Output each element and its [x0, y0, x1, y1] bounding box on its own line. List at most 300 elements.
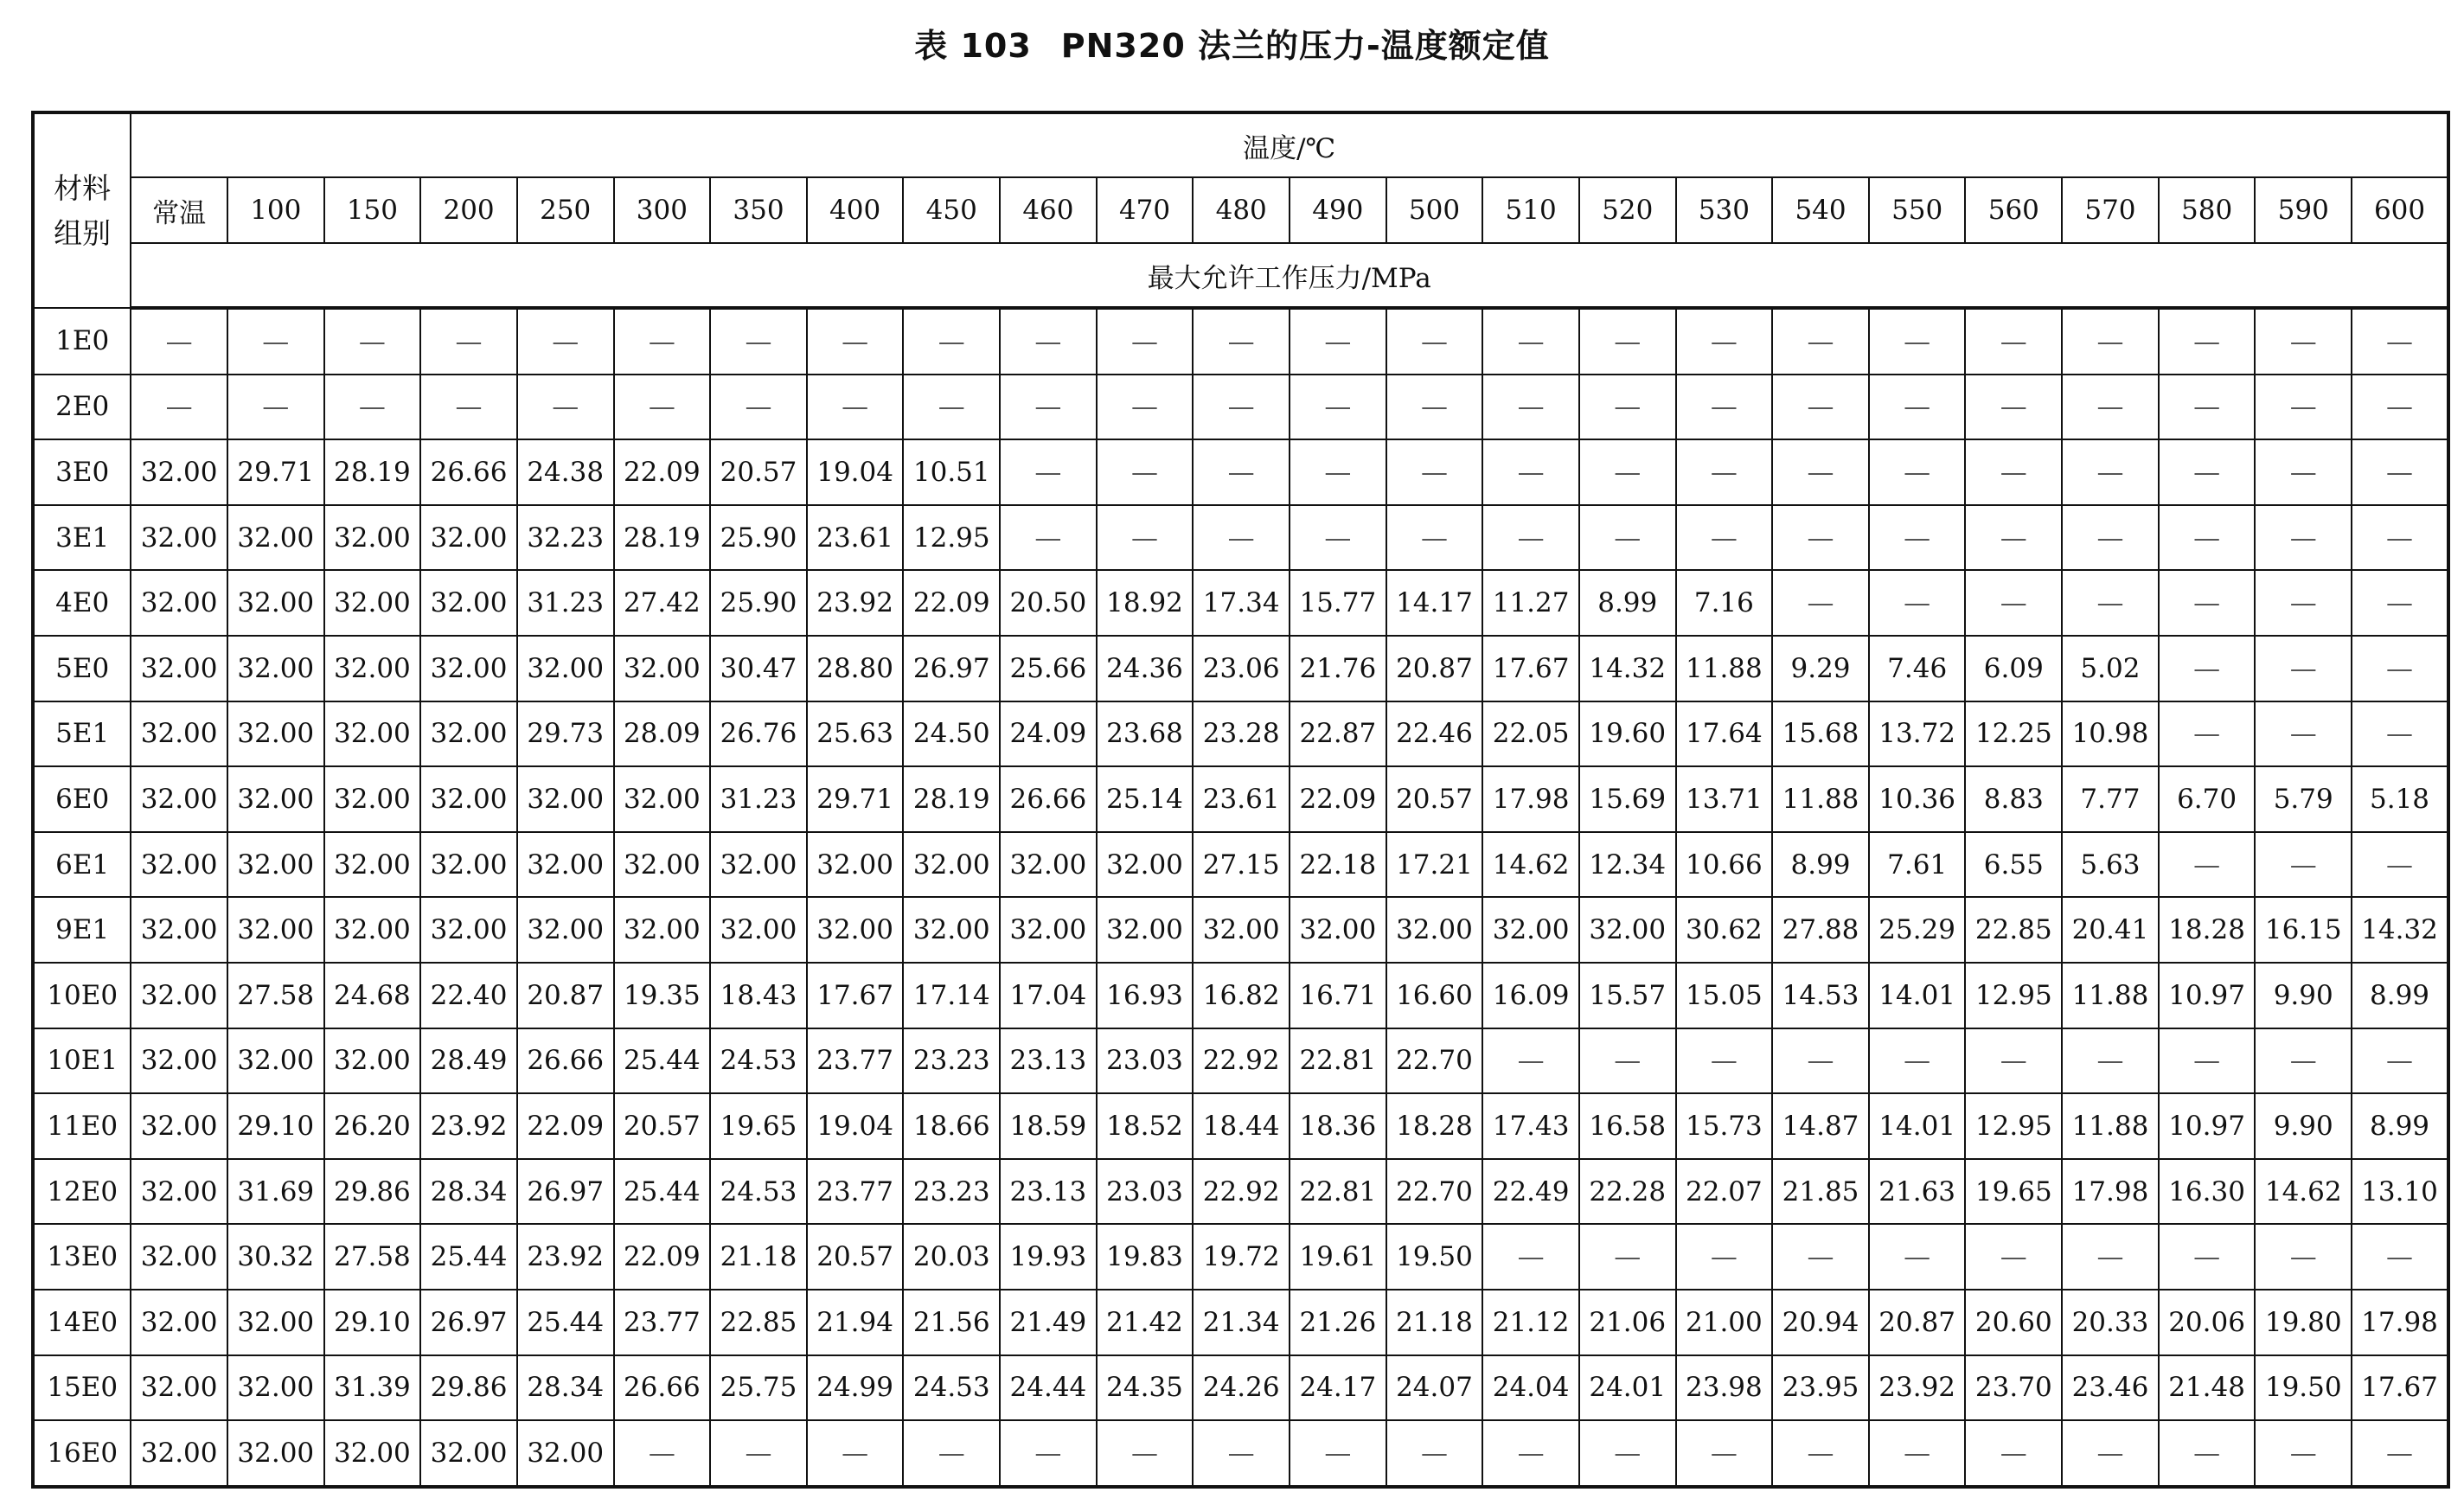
pressure-cell: 32.00: [324, 897, 421, 963]
pressure-cell: 12.95: [1965, 1093, 2062, 1159]
pressure-cell: 15.77: [1290, 570, 1386, 636]
pressure-cell: 27.58: [227, 963, 324, 1028]
pressure-cell: 21.42: [1097, 1290, 1194, 1355]
pressure-cell: 14.17: [1386, 570, 1483, 636]
pressure-cell: 20.57: [1386, 766, 1483, 832]
pressure-cell: —: [2062, 308, 2159, 375]
pressure-cell: —: [1482, 375, 1579, 440]
pressure-cell: 32.00: [1290, 897, 1386, 963]
pressure-cell: 17.43: [1482, 1093, 1579, 1159]
pressure-cell: 32.00: [227, 636, 324, 701]
pressure-cell: —: [227, 375, 324, 440]
pressure-cell: 28.19: [614, 505, 711, 571]
pressure-cell: 24.07: [1386, 1355, 1483, 1421]
pressure-cell: 28.19: [903, 766, 1000, 832]
pressure-cell: 32.00: [420, 570, 517, 636]
pressure-cell: 19.04: [807, 439, 904, 505]
pressure-cell: —: [2255, 1224, 2352, 1290]
pressure-cell: 23.95: [1772, 1355, 1869, 1421]
pressure-cell: —: [1869, 375, 1966, 440]
pressure-cell: —: [2159, 701, 2256, 767]
pressure-cell: —: [2062, 1028, 2159, 1094]
pressure-cell: —: [2352, 636, 2448, 701]
temperature-cell: 510: [1482, 177, 1579, 243]
pressure-cell: 17.67: [2352, 1355, 2448, 1421]
pressure-cell: 32.00: [227, 505, 324, 571]
pressure-cell: 17.14: [903, 963, 1000, 1028]
pressure-cell: —: [807, 1420, 904, 1487]
pressure-cell: —: [1482, 1224, 1579, 1290]
pressure-cell: 28.34: [517, 1355, 614, 1421]
pressure-cell: 25.90: [710, 570, 807, 636]
pressure-cell: 31.23: [710, 766, 807, 832]
pressure-cell: 32.00: [420, 766, 517, 832]
pressure-cell: —: [1290, 308, 1386, 375]
pressure-cell: 19.61: [1290, 1224, 1386, 1290]
pressure-cell: —: [710, 375, 807, 440]
pressure-cell: —: [2159, 439, 2256, 505]
pressure-cell: 25.44: [517, 1290, 614, 1355]
table-row: [33, 1224, 2448, 1290]
pressure-cell: 32.00: [420, 505, 517, 571]
pressure-cell: 22.09: [903, 570, 1000, 636]
pressure-cell: 20.03: [903, 1224, 1000, 1290]
pressure-cell: 16.82: [1193, 963, 1290, 1028]
pressure-cell: —: [1676, 1420, 1773, 1487]
pressure-cell: —: [2159, 308, 2256, 375]
pressure-cell: —: [517, 375, 614, 440]
pressure-cell: 23.28: [1193, 701, 1290, 767]
pressure-cell: —: [1676, 1028, 1773, 1094]
pressure-cell: —: [2352, 570, 2448, 636]
pressure-cell: 25.90: [710, 505, 807, 571]
pressure-cell: —: [1386, 375, 1483, 440]
pressure-cell: 6.09: [1965, 636, 2062, 701]
material-group-cell: 9E1: [33, 897, 131, 963]
temperature-cell: 600: [2352, 177, 2448, 243]
pressure-cell: —: [1097, 439, 1194, 505]
pressure-cell: —: [903, 308, 1000, 375]
pressure-cell: 26.97: [420, 1290, 517, 1355]
pressure-cell: 21.34: [1193, 1290, 1290, 1355]
pressure-cell: 32.00: [614, 832, 711, 898]
pressure-cell: 26.97: [517, 1159, 614, 1225]
pressure-cell: —: [1290, 439, 1386, 505]
pressure-cell: —: [420, 375, 517, 440]
pressure-cell: 5.79: [2255, 766, 2352, 832]
table-row: [33, 308, 2448, 375]
pressure-cell: 6.55: [1965, 832, 2062, 898]
pressure-cell: 21.49: [1000, 1290, 1097, 1355]
pressure-cell: 19.80: [2255, 1290, 2352, 1355]
pressure-cell: —: [1000, 1420, 1097, 1487]
pressure-cell: 20.87: [517, 963, 614, 1028]
pressure-cell: 20.87: [1869, 1290, 1966, 1355]
pressure-cell: 20.94: [1772, 1290, 1869, 1355]
pressure-cell: 17.98: [1482, 766, 1579, 832]
pressure-cell: 15.57: [1579, 963, 1676, 1028]
pressure-cell: —: [1579, 1028, 1676, 1094]
pressure-cell: 32.00: [324, 766, 421, 832]
pressure-cell: 32.00: [1386, 897, 1483, 963]
pressure-cell: —: [2062, 505, 2159, 571]
pressure-cell: —: [324, 308, 421, 375]
temperature-cell: 300: [614, 177, 711, 243]
pressure-cell: 32.00: [517, 832, 614, 898]
temperature-cell: 460: [1000, 177, 1097, 243]
pressure-cell: 23.61: [807, 505, 904, 571]
pressure-cell: 22.05: [1482, 701, 1579, 767]
pressure-cell: 32.00: [131, 505, 227, 571]
pressure-cell: —: [2352, 1420, 2448, 1487]
pressure-cell: 32.23: [517, 505, 614, 571]
pressure-cell: 21.26: [1290, 1290, 1386, 1355]
pressure-cell: 23.06: [1193, 636, 1290, 701]
material-group-label-line: 材料: [54, 170, 112, 205]
pressure-cell: —: [1579, 308, 1676, 375]
pressure-cell: 24.53: [710, 1028, 807, 1094]
pressure-cell: 14.32: [1579, 636, 1676, 701]
pressure-cell: 32.00: [1097, 897, 1194, 963]
pressure-cell: 32.00: [1000, 897, 1097, 963]
pressure-cell: 12.95: [1965, 963, 2062, 1028]
pressure-cell: 14.01: [1869, 1093, 1966, 1159]
temperature-cell: 250: [517, 177, 614, 243]
pressure-cell: —: [2159, 1420, 2256, 1487]
pressure-cell: 31.39: [324, 1355, 421, 1421]
pressure-cell: 10.97: [2159, 1093, 2256, 1159]
pressure-cell: —: [1000, 505, 1097, 571]
pressure-cell: —: [1482, 1420, 1579, 1487]
pressure-cell: 32.00: [131, 439, 227, 505]
pressure-cell: 32.00: [1482, 897, 1579, 963]
pressure-cell: —: [2255, 1028, 2352, 1094]
pressure-cell: 26.66: [420, 439, 517, 505]
pressure-cell: 32.00: [324, 505, 421, 571]
pressure-cell: 13.72: [1869, 701, 1966, 767]
pressure-cell: —: [807, 375, 904, 440]
pressure-cell: 16.30: [2159, 1159, 2256, 1225]
pressure-cell: 19.65: [710, 1093, 807, 1159]
pressure-cell: 24.44: [1000, 1355, 1097, 1421]
pressure-cell: —: [2352, 701, 2448, 767]
pressure-cell: —: [2352, 375, 2448, 440]
table-row: [33, 1093, 2448, 1159]
pressure-cell: —: [1869, 1224, 1966, 1290]
pressure-cell: —: [1193, 1420, 1290, 1487]
pressure-cell: 17.67: [807, 963, 904, 1028]
pressure-cell: —: [2255, 1420, 2352, 1487]
pressure-cell: 21.00: [1676, 1290, 1773, 1355]
pressure-cell: 24.68: [324, 963, 421, 1028]
pressure-cell: 32.00: [131, 636, 227, 701]
pressure-cell: 32.00: [1193, 897, 1290, 963]
pressure-cell: —: [1193, 505, 1290, 571]
pressure-cell: —: [1869, 308, 1966, 375]
pressure-cell: —: [1676, 1224, 1773, 1290]
pressure-cell: 29.71: [227, 439, 324, 505]
pressure-cell: —: [1097, 505, 1194, 571]
pressure-cell: —: [2255, 505, 2352, 571]
pressure-cell: 13.71: [1676, 766, 1773, 832]
pressure-cell: 19.35: [614, 963, 711, 1028]
pressure-cell: 28.49: [420, 1028, 517, 1094]
pressure-cell: 32.00: [227, 897, 324, 963]
pressure-cell: —: [2159, 1028, 2256, 1094]
pressure-cell: —: [1000, 439, 1097, 505]
temperature-cell: 530: [1676, 177, 1773, 243]
pressure-cell: —: [1676, 375, 1773, 440]
material-group-cell: 6E0: [33, 766, 131, 832]
pressure-cell: —: [2159, 375, 2256, 440]
pressure-cell: 28.80: [807, 636, 904, 701]
pressure-cell: 18.59: [1000, 1093, 1097, 1159]
pressure-cell: 24.99: [807, 1355, 904, 1421]
table-row: [33, 963, 2448, 1028]
table-row: [33, 701, 2448, 767]
pressure-cell: 25.75: [710, 1355, 807, 1421]
table-row: [33, 766, 2448, 832]
pressure-cell: —: [2062, 570, 2159, 636]
pressure-cell: 7.46: [1869, 636, 1966, 701]
pressure-cell: 32.00: [324, 1028, 421, 1094]
table-row: [33, 1159, 2448, 1225]
pressure-cell: 23.61: [1193, 766, 1290, 832]
pressure-cell: 32.00: [227, 832, 324, 898]
pressure-cell: 5.18: [2352, 766, 2448, 832]
pressure-cell: 32.00: [807, 832, 904, 898]
pressure-cell: 32.00: [227, 570, 324, 636]
pressure-cell: —: [1869, 1420, 1966, 1487]
pressure-cell: —: [614, 375, 711, 440]
pressure-cell: —: [1193, 308, 1290, 375]
pressure-cell: 25.44: [420, 1224, 517, 1290]
pressure-cell: —: [1290, 505, 1386, 571]
table-row: [33, 636, 2448, 701]
pressure-cell: 32.00: [420, 636, 517, 701]
pressure-cell: 21.48: [2159, 1355, 2256, 1421]
pressure-cell: 18.66: [903, 1093, 1000, 1159]
material-group-cell: 11E0: [33, 1093, 131, 1159]
pressure-cell: 22.92: [1193, 1028, 1290, 1094]
temperature-cell: 570: [2062, 177, 2159, 243]
pressure-cell: —: [614, 308, 711, 375]
pressure-cell: 23.68: [1097, 701, 1194, 767]
pressure-cell: 24.36: [1097, 636, 1194, 701]
pressure-cell: 20.57: [614, 1093, 711, 1159]
pressure-cell: 27.58: [324, 1224, 421, 1290]
material-group-cell: 5E1: [33, 701, 131, 767]
pressure-cell: —: [614, 1420, 711, 1487]
pressure-cell: —: [1772, 375, 1869, 440]
pressure-cell: —: [1579, 439, 1676, 505]
table-row: [33, 832, 2448, 898]
pressure-cell: —: [710, 308, 807, 375]
pressure-cell: 18.92: [1097, 570, 1194, 636]
material-group-header: [33, 112, 131, 308]
pressure-cell: 32.00: [227, 766, 324, 832]
pressure-cell: —: [2255, 636, 2352, 701]
pressure-cell: —: [1772, 1028, 1869, 1094]
pressure-cell: 9.29: [1772, 636, 1869, 701]
pressure-cell: 32.00: [131, 766, 227, 832]
pressure-cell: 30.62: [1676, 897, 1773, 963]
pressure-cell: —: [1965, 375, 2062, 440]
temperature-cell: 100: [227, 177, 324, 243]
pressure-cell: 26.97: [903, 636, 1000, 701]
pressure-cell: 27.88: [1772, 897, 1869, 963]
pressure-cell: 22.09: [1290, 766, 1386, 832]
pressure-cell: —: [2255, 439, 2352, 505]
pressure-cell: 14.53: [1772, 963, 1869, 1028]
pressure-cell: —: [2159, 1224, 2256, 1290]
pressure-cell: 8.99: [2352, 1093, 2448, 1159]
pressure-cell: —: [324, 375, 421, 440]
temperature-cell: 470: [1097, 177, 1194, 243]
pressure-cell: 17.98: [2352, 1290, 2448, 1355]
pressure-cell: —: [1965, 308, 2062, 375]
pressure-cell: 5.02: [2062, 636, 2159, 701]
pressure-cell: 32.00: [614, 766, 711, 832]
pressure-cell: 32.00: [227, 701, 324, 767]
temperature-row: [33, 177, 2448, 243]
pressure-cell: 28.09: [614, 701, 711, 767]
pressure-cell: 29.71: [807, 766, 904, 832]
pressure-cell: 32.00: [324, 636, 421, 701]
pressure-cell: 23.77: [614, 1290, 711, 1355]
pressure-cell: —: [1965, 1420, 2062, 1487]
pressure-cell: 10.51: [903, 439, 1000, 505]
pressure-cell: —: [2352, 1028, 2448, 1094]
table-title: [0, 19, 2464, 67]
pressure-cell: 19.93: [1000, 1224, 1097, 1290]
pressure-cell: 29.86: [324, 1159, 421, 1225]
pressure-cell: 24.26: [1193, 1355, 1290, 1421]
pressure-cell: —: [1193, 375, 1290, 440]
pressure-cell: 8.99: [2352, 963, 2448, 1028]
pressure-cell: 32.00: [131, 832, 227, 898]
material-group-cell: 4E0: [33, 570, 131, 636]
pressure-cell: 24.35: [1097, 1355, 1194, 1421]
pressure-cell: 23.13: [1000, 1028, 1097, 1094]
pressure-cell: —: [1482, 505, 1579, 571]
pressure-cell: —: [2255, 375, 2352, 440]
pressure-cell: —: [1482, 1028, 1579, 1094]
pressure-cell: 21.76: [1290, 636, 1386, 701]
pressure-cell: 29.73: [517, 701, 614, 767]
pressure-cell: —: [2255, 308, 2352, 375]
pressure-cell: —: [2159, 570, 2256, 636]
pressure-cell: 32.00: [131, 570, 227, 636]
pressure-cell: 23.92: [807, 570, 904, 636]
pressure-cell: —: [2159, 505, 2256, 571]
pressure-cell: 24.53: [710, 1159, 807, 1225]
pressure-cell: 24.50: [903, 701, 1000, 767]
pressure-cell: —: [1579, 505, 1676, 571]
temperature-cell: 550: [1869, 177, 1966, 243]
pressure-cell: —: [903, 375, 1000, 440]
pressure-cell: —: [1772, 505, 1869, 571]
pressure-cell: 18.28: [1386, 1093, 1483, 1159]
pressure-cell: 32.00: [614, 897, 711, 963]
pressure-cell: 32.00: [517, 636, 614, 701]
pressure-cell: —: [420, 308, 517, 375]
pressure-cell: 22.49: [1482, 1159, 1579, 1225]
pressure-cell: 32.00: [131, 1224, 227, 1290]
pressure-cell: —: [1772, 1420, 1869, 1487]
material-group-cell: 10E1: [33, 1028, 131, 1094]
pressure-cell: 32.00: [131, 1159, 227, 1225]
pressure-cell: 21.94: [807, 1290, 904, 1355]
pressure-cell: 23.77: [807, 1028, 904, 1094]
material-group-cell: 3E0: [33, 439, 131, 505]
pressure-cell: —: [1965, 1028, 2062, 1094]
pressure-cell: 7.77: [2062, 766, 2159, 832]
pressure-cell: 25.14: [1097, 766, 1194, 832]
pressure-cell: 20.57: [807, 1224, 904, 1290]
pressure-cell: 22.70: [1386, 1159, 1483, 1225]
pressure-cell: 21.63: [1869, 1159, 1966, 1225]
pressure-cell: 22.85: [710, 1290, 807, 1355]
pressure-cell: —: [1097, 1420, 1194, 1487]
pressure-cell: 19.50: [1386, 1224, 1483, 1290]
pressure-cell: —: [1772, 570, 1869, 636]
pressure-cell: 14.62: [1482, 832, 1579, 898]
pressure-cell: 24.04: [1482, 1355, 1579, 1421]
pressure-cell: 23.23: [903, 1028, 1000, 1094]
pressure-cell: —: [2062, 1420, 2159, 1487]
table-row: [33, 439, 2448, 505]
table-row: [33, 1420, 2448, 1487]
table-row: [33, 1290, 2448, 1355]
pressure-cell: 32.00: [1000, 832, 1097, 898]
pressure-cell: 30.32: [227, 1224, 324, 1290]
pressure-cell: 24.38: [517, 439, 614, 505]
pressure-cell: 21.85: [1772, 1159, 1869, 1225]
pressure-cell: 23.03: [1097, 1028, 1194, 1094]
pressure-cell: 25.63: [807, 701, 904, 767]
pressure-cell: 20.06: [2159, 1290, 2256, 1355]
pressure-cell: 32.00: [807, 897, 904, 963]
pressure-cell: 32.00: [227, 1355, 324, 1421]
pressure-cell: —: [1290, 1420, 1386, 1487]
temperature-cell: 490: [1290, 177, 1386, 243]
pressure-cell: —: [1386, 308, 1483, 375]
pressure-cell: 16.09: [1482, 963, 1579, 1028]
pressure-cell: 22.09: [517, 1093, 614, 1159]
pressure-cell: —: [1676, 308, 1773, 375]
pressure-cell: 29.10: [227, 1093, 324, 1159]
pressure-cell: 9.90: [2255, 963, 2352, 1028]
pressure-cell: 23.77: [807, 1159, 904, 1225]
pressure-cell: 22.87: [1290, 701, 1386, 767]
pressure-cell: 29.10: [324, 1290, 421, 1355]
temperature-cell: 200: [420, 177, 517, 243]
pressure-cell: 31.69: [227, 1159, 324, 1225]
pressure-cell: 22.18: [1290, 832, 1386, 898]
pressure-cell: —: [1386, 439, 1483, 505]
pressure-cell: —: [2352, 439, 2448, 505]
pressure-cell: 18.52: [1097, 1093, 1194, 1159]
table-number: 表 103: [914, 27, 1032, 65]
pressure-cell: 19.04: [807, 1093, 904, 1159]
pressure-cell: 20.50: [1000, 570, 1097, 636]
table-row: [33, 1355, 2448, 1421]
pressure-cell: 19.83: [1097, 1224, 1194, 1290]
pressure-cell: 22.46: [1386, 701, 1483, 767]
pressure-cell: 17.67: [1482, 636, 1579, 701]
temperature-cell: 500: [1386, 177, 1483, 243]
